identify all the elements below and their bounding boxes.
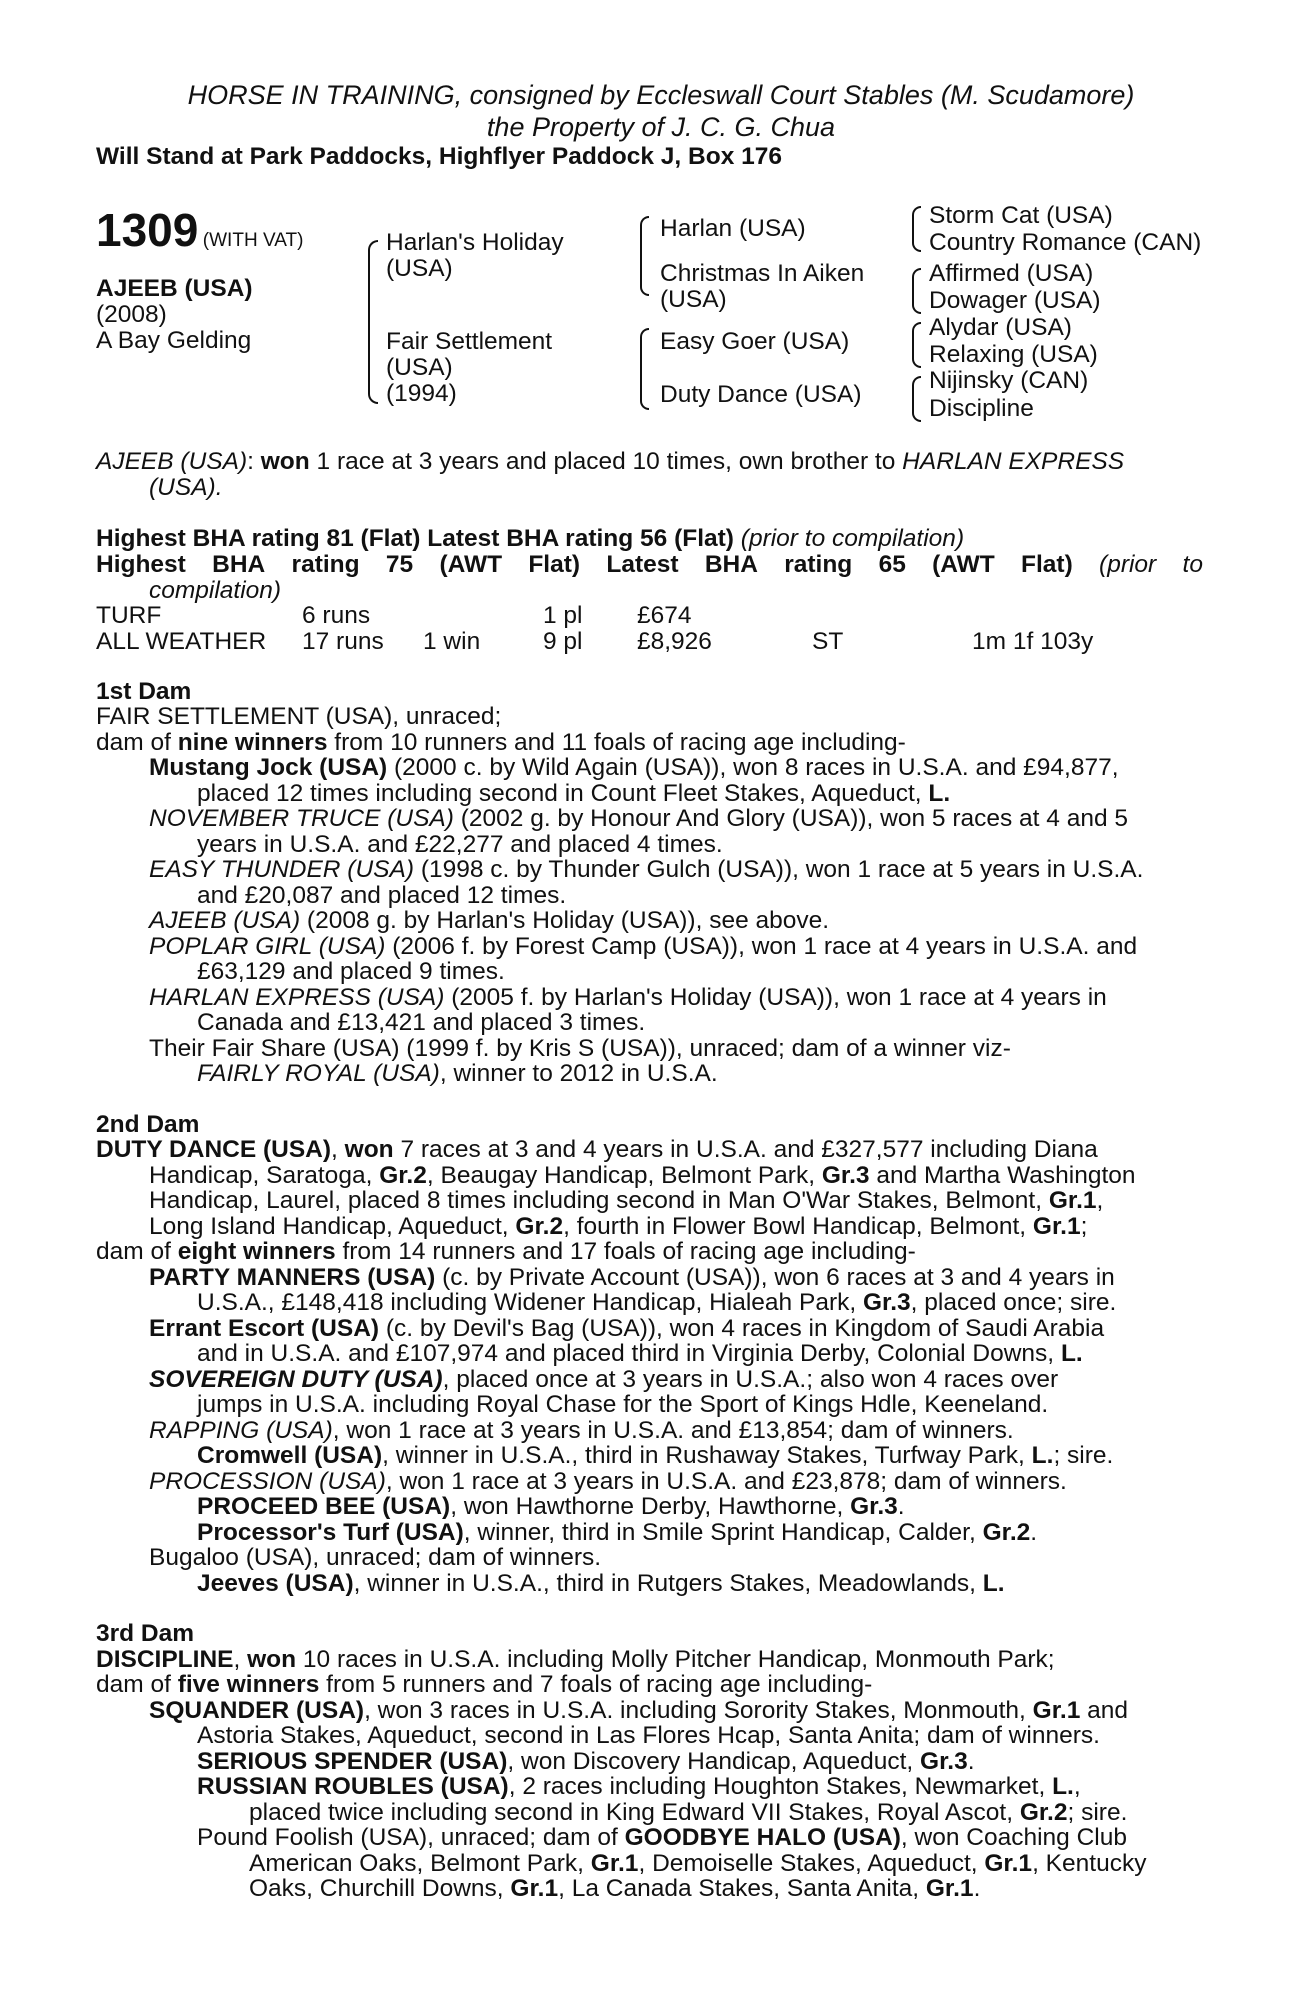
list-item-cont: and in U.S.A. and £107,974 and placed third in Virginia Derby, Colonial Downs, L. [197,1340,1083,1367]
second-dam-heading: 2nd Dam [96,1111,200,1138]
race-summary-cont: (USA). [149,474,223,501]
list-item-cont: Astoria Stakes, Aqueduct, second in Las Flores Hcap, Santa Anita; dam of winners. [197,1722,1100,1749]
sire-dam-2: (USA) [660,286,727,313]
sire-dam-dam: Dowager (USA) [929,287,1101,314]
sire-dam-sire: Affirmed (USA) [929,260,1094,287]
list-item: Their Fair Share (USA) (1999 f. by Kris S (USA)), unraced; dam of a winner viz- [149,1035,1011,1062]
pedigree-brace [912,268,921,314]
placed-cell: 1 pl [543,602,583,629]
list-item: Mustang Jock (USA) (2000 c. by Wild Again (USA)), won 8 races in U.S.A. and £94,877, [149,754,1119,781]
list-item: Errant Escort (USA) (c. by Devil's Bag (USA)), won 4 races in Kingdom of Saudi Arabia [149,1315,1105,1342]
second-dam-produce: dam of eight winners from 14 runners and 17 foals of racing age including- [96,1238,916,1265]
dam-dam-sire: Nijinsky (CAN) [929,367,1089,394]
list-item-cont: £63,129 and placed 9 times. [197,958,505,985]
list-item-cont: Canada and £13,421 and placed 3 times. [197,1009,646,1036]
dam-dam-dam: Discipline [929,395,1034,422]
runs-cell: 17 runs [302,628,384,655]
list-item-cont: placed twice including second in King Edward VII Stakes, Royal Ascot, Gr.2; sire. [249,1799,1128,1826]
surface-cell: TURF [96,602,162,629]
list-item-cont: U.S.A., £148,418 including Widener Handicap, Hialeah Park, Gr.3, placed once; sire. [197,1289,1117,1316]
list-item-sub: PROCEED BEE (USA), won Hawthorne Derby, Hawthorne, Gr.3. [197,1493,905,1520]
list-item: Bugaloo (USA), unraced; dam of winners. [149,1544,602,1571]
sire-name-2: (USA) [386,255,453,282]
stabling-line: Will Stand at Park Paddocks, Highflyer Paddock J, Box 176 [96,143,782,170]
runs-cell: 6 runs [302,602,371,629]
dam-name-3: (1994) [386,380,457,407]
prize-cell: £8,926 [637,628,712,655]
sire-sire: Harlan (USA) [660,215,806,242]
bha-rating-awt-cont: compilation) [149,577,282,604]
sire-sire-dam: Country Romance (CAN) [929,229,1202,256]
dam-name-2: (USA) [386,354,453,381]
lot-number: 1309 [96,204,199,256]
sire-dam-1: Christmas In Aiken [660,260,865,287]
distance-cell: 1m 1f 103y [972,628,1094,655]
pedigree-brace [640,216,649,296]
pedigree-brace [912,206,921,252]
sire-name-1: Harlan's Holiday [386,229,564,256]
horse-name: AJEEB (USA) [96,275,253,302]
race-summary: AJEEB (USA): won 1 race at 3 years and placed 10 times, own brother to HARLAN EXPRESS [96,448,1125,475]
list-item-cont: placed 12 times including second in Count Fleet Stakes, Aqueduct, L. [197,780,951,807]
list-item-sub: Jeeves (USA), winner in U.S.A., third in Rutgers Stakes, Meadowlands, L. [197,1570,1005,1597]
pedigree-brace [912,376,921,422]
lot-block [96,205,303,267]
list-item-cont: and £20,087 and placed 12 times. [197,882,567,909]
first-dam-heading: 1st Dam [96,678,192,705]
first-dam-produce: dam of nine winners from 10 runners and 11 foals of racing age including- [96,729,906,756]
list-item: NOVEMBER TRUCE (USA) (2002 g. by Honour And Glory (USA)), won 5 races at 4 and 5 [149,805,1129,832]
third-dam-heading: 3rd Dam [96,1620,195,1647]
list-item: SOVEREIGN DUTY (USA), placed once at 3 years in U.S.A.; also won 4 races over [149,1366,1059,1393]
list-item-sub: SERIOUS SPENDER (USA), won Discovery Handicap, Aqueduct, Gr.3. [197,1748,975,1775]
list-item-cont: years in U.S.A. and £22,277 and placed 4 times. [197,831,723,858]
bha-rating-awt: Highest BHA rating 75 (AWT Flat) Latest BHA rating 65 (AWT Flat) (prior to [96,551,1203,578]
first-dam-name: FAIR SETTLEMENT (USA), unraced; [96,703,502,730]
property-line: the Property of J. C. G. Chua [486,112,836,142]
list-item: SQUANDER (USA), won 3 races in U.S.A. including Sorority Stakes, Monmouth, Gr.1 and [149,1697,1129,1724]
third-dam-name: DISCIPLINE, won 10 races in U.S.A. including Molly Pitcher Handicap, Monmouth Park; [96,1646,1055,1673]
surface-cell: ALL WEATHER [96,628,267,655]
vat-note: (WITH VAT) [202,230,304,251]
list-item-cont: American Oaks, Belmont Park, Gr.1, Demoiselle Stakes, Aqueduct, Gr.1, Kentucky [249,1850,1147,1877]
wins-cell: 1 win [423,628,481,655]
dam-sire-dam: Relaxing (USA) [929,341,1098,368]
second-dam-name: DUTY DANCE (USA), won 7 races at 3 and 4 years in U.S.A. and £327,577 including Diana [96,1136,1098,1163]
pedigree-brace [368,240,378,404]
list-item-sub: FAIRLY ROYAL (USA), winner to 2012 in U.S.A. [197,1060,718,1087]
list-item: RAPPING (USA), won 1 race at 3 years in U.S.A. and £13,854; dam of winners. [149,1417,1014,1444]
second-dam-cont: Handicap, Laurel, placed 8 times including second in Man O'War Stakes, Belmont, Gr.1, [149,1187,1104,1214]
list-item: AJEEB (USA) (2008 g. by Harlan's Holiday (USA)), see above. [149,907,830,934]
foaling-year: (2008) [96,301,167,328]
prize-cell: £674 [637,602,692,629]
list-item-cont: jumps in U.S.A. including Royal Chase for the Sport of Kings Hdle, Keeneland. [197,1391,1049,1418]
list-item-sub: Pound Foolish (USA), unraced; dam of GOODBYE HALO (USA), won Coaching Club [197,1824,1127,1851]
second-dam-cont: Handicap, Saratoga, Gr.2, Beaugay Handicap, Belmont Park, Gr.3 and Martha Washington [149,1162,1136,1189]
pedigree-brace [640,328,649,410]
dam-name-1: Fair Settlement [386,328,553,355]
third-dam-produce: dam of five winners from 5 runners and 7 foals of racing age including- [96,1671,873,1698]
consignor-line: HORSE IN TRAINING, consigned by Eccleswall Court Stables (M. Scudamore) [187,80,1135,110]
list-item-sub: Processor's Turf (USA), winner, third in Smile Sprint Handicap, Calder, Gr.2. [197,1519,1038,1546]
dam-sire: Easy Goer (USA) [660,328,850,355]
dam-dam: Duty Dance (USA) [660,381,862,408]
dam-sire-sire: Alydar (USA) [929,314,1072,341]
placed-cell: 9 pl [543,628,583,655]
bha-rating-flat: Highest BHA rating 81 (Flat) Latest BHA rating 56 (Flat) (prior to compilation) [96,525,965,552]
list-item-sub: RUSSIAN ROUBLES (USA), 2 races including Houghton Stakes, Newmarket, L., [197,1773,1081,1800]
list-item: HARLAN EXPRESS (USA) (2005 f. by Harlan's Holiday (USA)), won 1 race at 4 years in [149,984,1107,1011]
list-item-cont: Oaks, Churchill Downs, Gr.1, La Canada Stakes, Santa Anita, Gr.1. [249,1875,981,1902]
code-cell: ST [812,628,844,655]
horse-description: A Bay Gelding [96,327,252,354]
list-item: EASY THUNDER (USA) (1998 c. by Thunder Gulch (USA)), won 1 race at 5 years in U.S.A. [149,856,1144,883]
sire-sire-sire: Storm Cat (USA) [929,202,1113,229]
list-item: POPLAR GIRL (USA) (2006 f. by Forest Camp (USA)), won 1 race at 4 years in U.S.A. and [149,933,1138,960]
list-item-sub: Cromwell (USA), winner in U.S.A., third in Rushaway Stakes, Turfway Park, L.; sire. [197,1442,1114,1469]
second-dam-cont: Long Island Handicap, Aqueduct, Gr.2, fourth in Flower Bowl Handicap, Belmont, Gr.1; [149,1213,1088,1240]
pedigree-brace [912,322,921,368]
list-item: PARTY MANNERS (USA) (c. by Private Account (USA)), won 6 races at 3 and 4 years in [149,1264,1115,1291]
list-item: PROCESSION (USA), won 1 race at 3 years in U.S.A. and £23,878; dam of winners. [149,1468,1067,1495]
